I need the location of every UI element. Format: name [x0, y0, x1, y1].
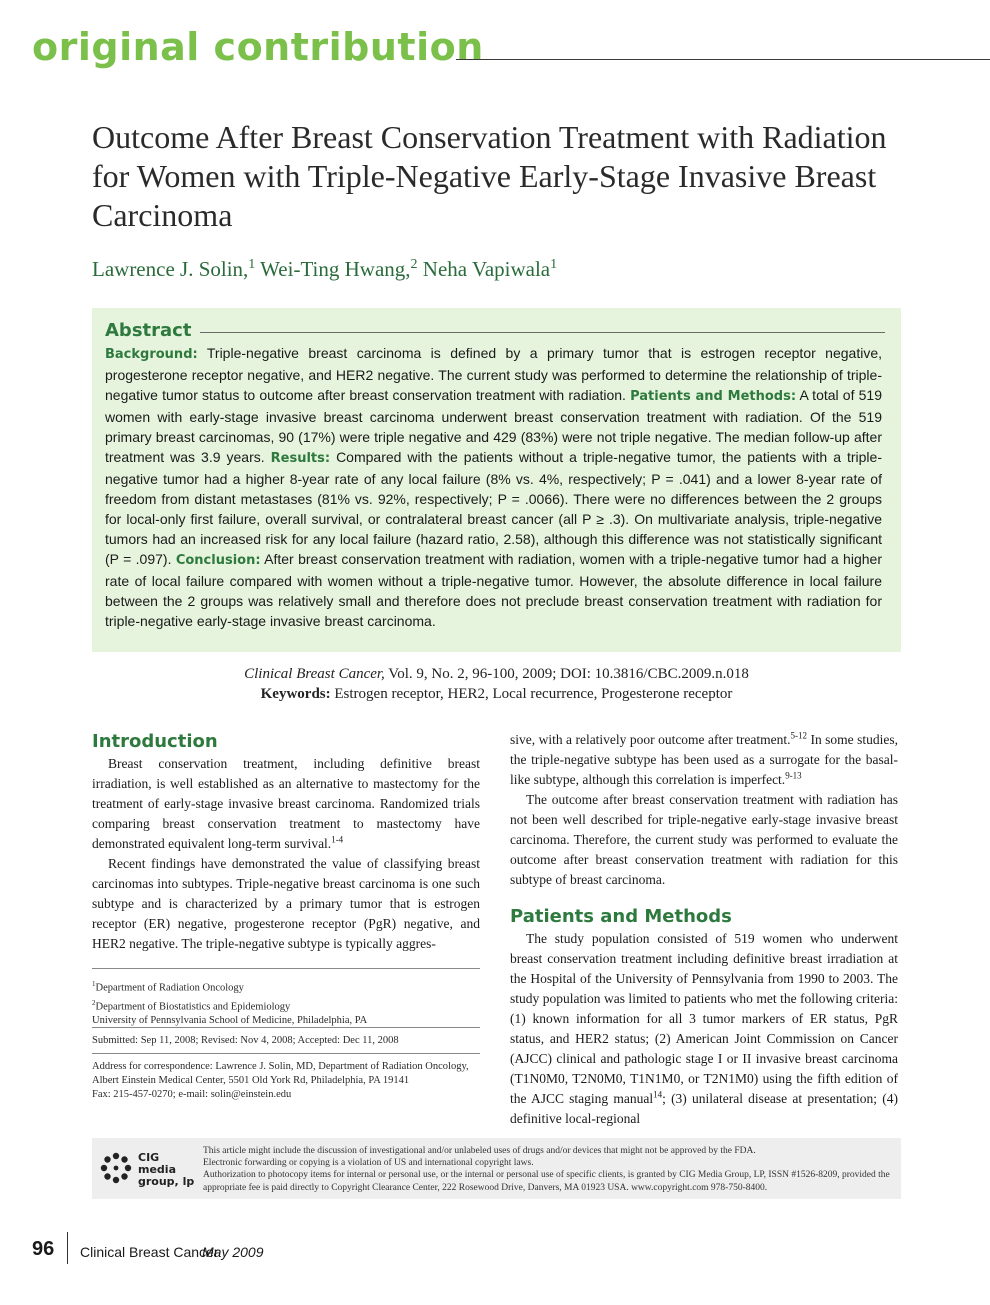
keywords-line [92, 684, 901, 704]
paragraph [92, 854, 480, 954]
section-header [32, 22, 990, 72]
paragraph [510, 790, 898, 890]
author-affiliation-ref: 1 [550, 257, 558, 272]
logo-line: group, lp [138, 1175, 195, 1188]
publisher-logo [96, 1148, 196, 1190]
introduction-heading: Introduction [92, 731, 218, 752]
article-title: Outcome After Breast Conservation Treatment with Radiation for Women with Triple-Negative Early-Stage Invasive Breast Carcinoma [92, 119, 887, 233]
paragraph-text: Recent findings have demonstrated the value of classifying breast carcinomas into subtypes. Triple-negative breast carcinoma is one such subtype and is characterized by a primary tumor that is estrogen receptor (ER) negative, progesterone receptor (PgR) negative, and HER2 negative. The triple-negative subtype is typically aggres- [92, 856, 480, 951]
author-name: Neha Vapiwala [422, 257, 551, 281]
section-label: original contribution [32, 25, 484, 69]
introduction-left-text [92, 754, 480, 954]
correspondence-address: Address for correspondence: Lawrence J. Solin, MD, Department of Radiation Oncology, Albert Einstein Medical Center, 5501 Old York Rd, Philadelphia, PA 19141 [92, 1061, 469, 1086]
abstract-box [92, 308, 901, 652]
paragraph [92, 754, 480, 854]
logo-line: CIG [138, 1151, 160, 1164]
affiliation-text: University of Pennsylvania School of Medicine, Philadelphia, PA [92, 1015, 368, 1026]
paragraph [510, 730, 898, 790]
affiliation-line [92, 977, 480, 996]
abstract-body [105, 343, 882, 631]
citation-ref: 14 [653, 1089, 663, 1100]
affiliations [92, 977, 480, 1028]
footer-journal: Clinical Breast Cancer [80, 1244, 219, 1260]
disclaimer-line: This article might include the discussion of investigational and/or unlabeled uses of drugs and/or devices that might not be approved by the FDA. [203, 1146, 756, 1156]
citation-journal: Clinical Breast Cancer, [244, 666, 385, 682]
paragraph-text: In some studies, the triple-negative subtype has been used as a surrogate for the basal-like subtype, although this correlation is imperfect. [510, 732, 898, 787]
correspondence [92, 1060, 480, 1102]
disclaimer-text [203, 1145, 893, 1194]
affiliation-line [92, 996, 480, 1015]
paragraph-text: The study population consisted of 519 women who underwent breast conservation treatment including definitive breast irradiation at the Hospital of the University of Pennsylvania from 1990 to 2003. The study population was limited to patients who met the following criteria: (1) known information for all 3 tumor markers of ER status, PgR status, and HER2 status; (2) American Joint Commission on Cancer (AJCC) clinical and pathologic stage I or II invasive breast carcinoma (T1N0M0, T2N0M0, T1N1M0, or T2N1M0) using the fifth edition of the AJCC staging manual [510, 931, 898, 1106]
paragraph-text: The outcome after breast conservation treatment with radiation has not been well described for triple-negative early-stage invasive breast carcinoma. Therefore, the current study was performed to evaluate the outcome after breast conservation treatment with radiation for this subtype of breast carcinoma. [510, 792, 898, 887]
footer-date: May 2009 [202, 1244, 264, 1260]
affiliation-sup: 2 [92, 998, 96, 1007]
paragraph-text: Breast conservation treatment, including definitive breast irradiation, is well established as an alternative to mastectomy for the treatment of early-stage invasive breast carcinoma. Randomized trials comparing breast conservation treatment to mastectomy have demonstrated equivalent long-term survival. [92, 756, 480, 851]
methods-heading: Patients and Methods [510, 906, 732, 927]
abstract-conclusion: After breast conservation treatment with radiation, women with a triple-negative tumor had a higher rate of local failure compared with women without a triple-negative tumor. However, the absolute difference in local failure between the 2 groups was relatively small and therefore does not preclude breast conservation treatment with radiation for triple-negative early-stage invasive breast carcinoma. [105, 551, 882, 629]
abstract-conclusion-label: Conclusion: [175, 553, 261, 568]
keywords: Estrogen receptor, HER2, Local recurrence, Progesterone receptor [334, 686, 733, 702]
affiliation-text: Department of Radiation Oncology [95, 982, 244, 994]
introduction-right-text [510, 730, 898, 890]
paragraph-text: ; (3) unilateral disease at presentation; (4) definitive local-regional [510, 1091, 898, 1126]
abstract-background-label: Background: [105, 347, 198, 362]
citation-block [92, 664, 901, 704]
disclaimer-line: Electronic forwarding or copying is a violation of US and international copyright laws. [203, 1158, 534, 1169]
notes-rule [92, 968, 480, 969]
author-affiliation-ref: 2 [410, 257, 418, 272]
abstract-heading: Abstract [105, 320, 192, 341]
methods-text [510, 929, 898, 1129]
disclaimer-line: Authorization to photocopy items for internal or personal use, or the internal or personal use of specific clients, is granted by CIG Media Group, LP, ISSN #1526-8209, provided the appropriate fee is paid directly to Copyright Clearance Center, 222 Rosewood Drive, Danvers, MA 01923 USA. www.copyright.com 978-750-8400. [203, 1170, 890, 1193]
logo-line: media [138, 1163, 176, 1176]
cig-logo-icon [96, 1148, 136, 1188]
author-affiliation-ref: 1 [248, 257, 256, 272]
citation-ref: 1-4 [331, 834, 344, 845]
notes-rule [92, 1053, 480, 1054]
citation-ref: 9-13 [785, 770, 802, 781]
submission-dates: Submitted: Sep 11, 2008; Revised: Nov 4, 2008; Accepted: Dec 11, 2008 [92, 1035, 399, 1046]
page-footer [32, 1232, 432, 1272]
section-rule [456, 59, 990, 60]
keywords-label: Keywords: [260, 686, 331, 702]
citation-line [92, 664, 901, 684]
author-name: Lawrence J. Solin, [92, 257, 249, 281]
paragraph [510, 929, 898, 1129]
abstract-background: Triple-negative breast carcinoma is defined by a primary tumor that is estrogen receptor negative, progesterone receptor negative, and HER2 negative. The current study was performed to determine the relationship of triple-negative tumor status to outcome after breast conservation treatment with radiation. [105, 345, 883, 403]
publisher-box [92, 1138, 901, 1199]
abstract-methods: A total of 519 women with early-stage invasive breast carcinoma underwent breast conservation treatment with radiation. Of the 519 primary breast carcinomas, 90 (17%) were triple negative and 429 (83%) were not triple negative. The median follow-up after treatment was 3.9 years. [105, 387, 882, 465]
abstract-methods-label: Patients and Methods: [630, 389, 797, 404]
citation-ref: 5-12 [790, 730, 808, 741]
citation-details: Vol. 9, No. 2, 96-100, 2009; DOI: 10.3816/CBC.2009.n.018 [388, 666, 749, 682]
author-name: Wei-Ting Hwang, [260, 257, 411, 281]
footer-divider [67, 1232, 68, 1264]
fax-email: Fax: 215-457-0270; e-mail: solin@einstein.edu [92, 1089, 292, 1100]
author-list [92, 257, 557, 282]
affiliation-sup: 1 [92, 980, 96, 988]
affiliation-line [92, 1014, 480, 1028]
affiliation-text: Department of Biostatistics and Epidemiology [95, 1001, 291, 1012]
paragraph-text: sive, with a relatively poor outcome after treatment. [510, 732, 791, 747]
abstract-rule [200, 332, 885, 333]
notes-rule [92, 1027, 480, 1028]
abstract-results: Compared with the patients without a triple-negative tumor, the patients with a triple-negative tumor had a higher 8-year rate of any local failure (8% vs. 4%, respectively; P = .041) and a lower 8-year rate of freedom from distant metastases (81% vs. 92%, respectively; P = .0066). There were no differences between the 2 groups for local-only first failure, overall survival, or contralateral breast cancer (all P ≥ .3). On multivariate analysis, triple-negative tumors had an increased risk for any local failure (hazard ratio, 2.58), although this difference was not statistically significant (P = .097). [105, 449, 882, 567]
publisher-logo-text [138, 1152, 194, 1188]
abstract-results-label: Results: [270, 451, 331, 466]
page-number: 96 [32, 1238, 55, 1260]
